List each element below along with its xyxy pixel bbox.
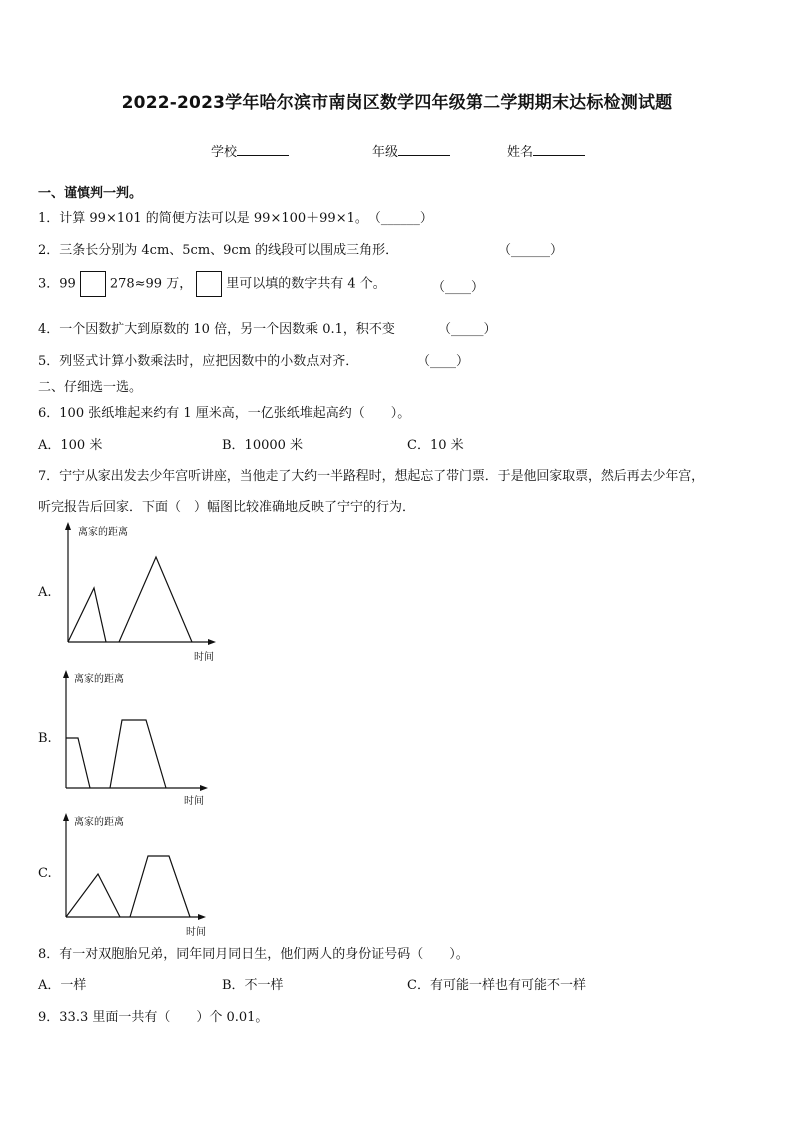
question-3-mid: 278≈99 万，	[109, 276, 193, 292]
trip-line-1	[68, 588, 106, 642]
x-axis-arrow-icon	[208, 639, 216, 645]
graph-b-label[interactable]: B.	[38, 731, 52, 746]
answer-paren-4[interactable]: （_____）	[438, 322, 497, 337]
graph-b[interactable]	[58, 668, 218, 810]
school-field	[211, 141, 289, 160]
x-axis-arrow-icon	[198, 914, 206, 920]
digit-box[interactable]	[80, 271, 106, 297]
graph-a-ylabel: 离家的距离	[78, 527, 128, 538]
question-4	[38, 318, 395, 337]
question-9: 9．33.3 里面一共有（ ）个 0.01。	[38, 1010, 269, 1025]
name-field	[507, 141, 585, 160]
question-2-text: 2．三条长分别为 4cm、5cm、9cm 的线段可以围成三角形．	[38, 243, 399, 258]
option-c-q8[interactable]: C．有可能一样也有可能不一样	[407, 978, 586, 993]
y-axis-arrow-icon	[65, 522, 71, 530]
question-8: 8．有一对双胞胎兄弟，同年同月同日生，他们两人的身份证号码（ ）。	[38, 947, 469, 962]
trip-line-1	[66, 874, 120, 917]
question-1	[38, 207, 433, 226]
question-5-text: 5．列竖式计算小数乘法时，应把因数中的小数点对齐．	[38, 354, 359, 369]
digit-box-2	[196, 271, 222, 297]
question-6: 6．100 张纸堆起来约有 1 厘米高，一亿张纸堆起高约（ ）。	[38, 406, 411, 421]
option-a-q6[interactable]: A．100 米	[38, 438, 103, 453]
question-1-text: 1．计算 99×101 的简便方法可以是 99×100＋99×1。	[38, 211, 368, 226]
graph-a-label[interactable]: A.	[38, 585, 52, 600]
name-blank[interactable]	[533, 143, 585, 156]
option-b-q6[interactable]: B．10000 米	[222, 438, 304, 453]
grade-field	[372, 141, 450, 160]
y-axis-arrow-icon	[63, 670, 69, 678]
option-a-q8[interactable]: A．一样	[38, 978, 87, 993]
answer-paren-2[interactable]: （______）	[498, 243, 564, 258]
option-b-q8[interactable]: B．不一样	[222, 978, 284, 993]
question-3-num: 3．99	[38, 276, 76, 292]
graph-a[interactable]	[60, 520, 225, 665]
question-3-after: 里可以填的数字共有 4 个。	[226, 276, 386, 292]
section-heading-2: 二、仔细选一选。	[38, 380, 143, 395]
graph-c-xlabel: 时间	[186, 927, 206, 938]
y-axis-arrow-icon	[63, 813, 69, 821]
question-5	[38, 350, 358, 369]
graph-b-xlabel: 时间	[184, 796, 204, 807]
graph-c-label[interactable]: C.	[38, 866, 52, 881]
question-7-line1: 7．宁宁从家出发去少年宫听讲座，当他走了大约一半路程时，想起忘了带门票．于是他回家取票，然后再去少年宫，	[38, 469, 705, 484]
graph-b-ylabel: 离家的距离	[74, 674, 124, 685]
school-blank[interactable]	[237, 143, 289, 156]
trip-line-2	[130, 856, 190, 917]
grade-blank[interactable]	[398, 143, 450, 156]
question-4-text: 4．一个因数扩大到原数的 10 倍，另一个因数乘 0.1，积不变	[38, 322, 395, 337]
school-label: 学校	[211, 145, 238, 160]
question-7-line2: 听完报告后回家．下面（ ）幅图比较准确地反映了宁宁的行为．	[38, 500, 416, 515]
trip-line-2	[119, 557, 192, 642]
page-title: 2022-2023学年哈尔滨市南岗区数学四年级第二学期期末达标检测试题	[121, 93, 673, 113]
question-3	[38, 271, 386, 297]
question-2	[38, 239, 398, 258]
graph-c-ylabel: 离家的距离	[74, 817, 124, 828]
graph-c[interactable]	[58, 811, 218, 941]
name-label: 姓名	[507, 145, 534, 160]
grade-label: 年级	[372, 145, 399, 160]
trip-line-1	[66, 738, 90, 788]
section-heading-1: 一、谨慎判一判。	[38, 186, 143, 201]
answer-paren-1[interactable]: （______）	[367, 211, 433, 226]
trip-line-2	[110, 720, 166, 788]
graph-a-xlabel: 时间	[194, 652, 214, 663]
x-axis-arrow-icon	[200, 785, 208, 791]
answer-paren-3[interactable]: （____）	[432, 280, 485, 295]
answer-paren-5[interactable]: （____）	[417, 354, 470, 369]
option-c-q6[interactable]: C．10 米	[407, 438, 464, 453]
